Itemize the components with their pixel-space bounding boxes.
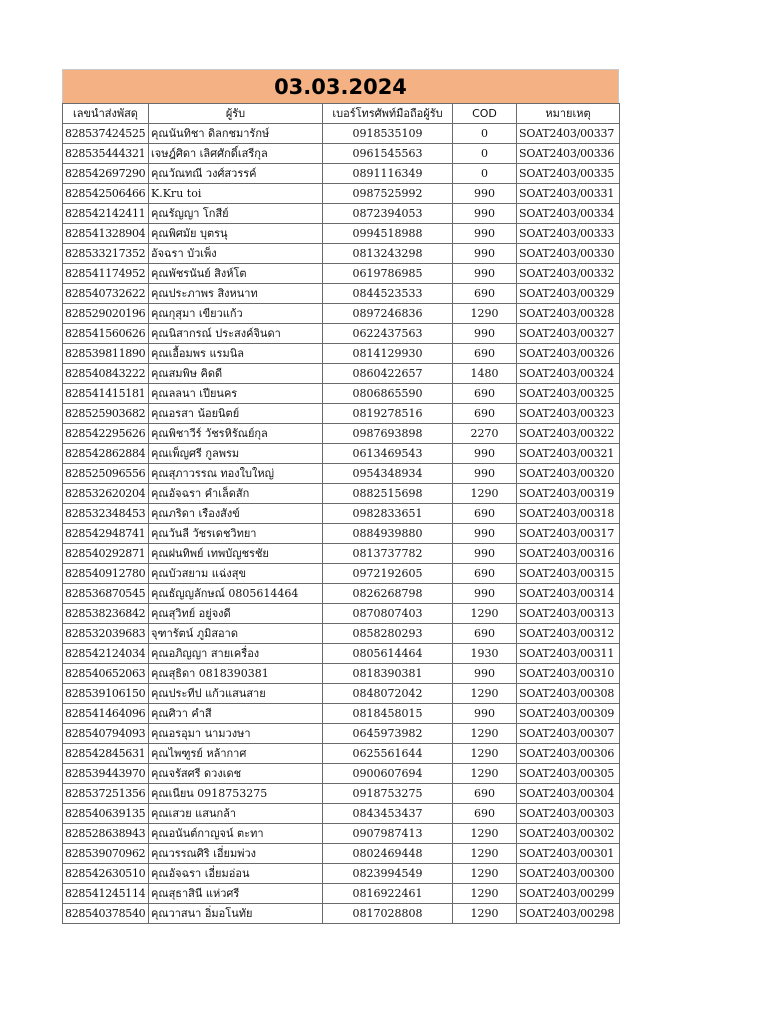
table-row [63,424,620,444]
cell-recipient-name: คุณพิชาวีร์ วัชรหิรัณย์กุล [149,424,323,444]
table-row [63,324,620,344]
cell-tracking-number: 828542506466 [63,184,149,204]
cell-cod-amount: 1290 [453,724,517,744]
cell-cod-amount: 1290 [453,764,517,784]
cell-tracking-number: 828542948741 [63,524,149,544]
cell-tracking-number: 828540292871 [63,544,149,564]
cell-recipient-name: คุณอภิญญา สายเครื่อง [149,644,323,664]
cell-recipient-name: คุณนันทิชา ดิลกชมารักษ์ [149,124,323,144]
cell-recipient-phone: 0882515698 [323,484,453,504]
table-row [63,564,620,584]
cell-recipient-phone: 0805614464 [323,644,453,664]
cell-cod-amount: 690 [453,624,517,644]
cell-remark: SOAT2403/00334 [517,204,620,224]
table-row [63,804,620,824]
table-row [63,484,620,504]
cell-cod-amount: 690 [453,404,517,424]
table-row [63,724,620,744]
cell-tracking-number: 828532039683 [63,624,149,644]
table-row [63,464,620,484]
table-row [63,264,620,284]
cell-recipient-name: คุณศิวา คำสี [149,704,323,724]
cell-cod-amount: 1480 [453,364,517,384]
cell-tracking-number: 828532348453 [63,504,149,524]
table-row [63,584,620,604]
cell-recipient-phone: 0844523533 [323,284,453,304]
cell-cod-amount: 690 [453,344,517,364]
table-row [63,244,620,264]
table-row [63,364,620,384]
cell-remark: SOAT2403/00316 [517,544,620,564]
cell-recipient-name: คุณพัชรนันย์ สิงห์โต [149,264,323,284]
cell-tracking-number: 828541174952 [63,264,149,284]
cell-tracking-number: 828540378540 [63,904,149,924]
cell-recipient-name: คุณสุธิดา 0818390381 [149,664,323,684]
cell-recipient-phone: 0897246836 [323,304,453,324]
cell-recipient-name: คุณวันลี วัชรเดชวิทยา [149,524,323,544]
table-row [63,224,620,244]
cell-recipient-phone: 0819278516 [323,404,453,424]
cell-recipient-name: K.Kru toi [149,184,323,204]
cell-recipient-phone: 0843453437 [323,804,453,824]
cell-recipient-phone: 0818390381 [323,664,453,684]
table-row [63,664,620,684]
cell-recipient-name: คุณกุสุมา เขียวแก้ว [149,304,323,324]
cell-remark: SOAT2403/00307 [517,724,620,744]
header-tracking-number: เลขนำส่งพัสดุ [63,104,149,124]
cell-cod-amount: 990 [453,444,517,464]
cell-tracking-number: 828540794093 [63,724,149,744]
table-row [63,404,620,424]
cell-remark: SOAT2403/00325 [517,384,620,404]
cell-recipient-name: คุณสุวิทย์ อยู่จงดี [149,604,323,624]
cell-remark: SOAT2403/00319 [517,484,620,504]
cell-remark: SOAT2403/00330 [517,244,620,264]
table-row [63,284,620,304]
table-row [63,544,620,564]
cell-recipient-phone: 0858280293 [323,624,453,644]
cell-remark: SOAT2403/00298 [517,904,620,924]
cell-tracking-number: 828525903682 [63,404,149,424]
table-row [63,704,620,724]
table-row [63,744,620,764]
header-recipient: ผู้รับ [149,104,323,124]
cell-tracking-number: 828541464096 [63,704,149,724]
table-body [63,124,620,924]
cell-recipient-phone: 0818458015 [323,704,453,724]
cell-tracking-number: 828536870545 [63,584,149,604]
cell-recipient-phone: 0982833651 [323,504,453,524]
cell-remark: SOAT2403/00321 [517,444,620,464]
cell-recipient-phone: 0907987413 [323,824,453,844]
cell-tracking-number: 828529020196 [63,304,149,324]
cell-tracking-number: 828535444321 [63,144,149,164]
cell-remark: SOAT2403/00332 [517,264,620,284]
cell-tracking-number: 828542295626 [63,424,149,444]
table-row [63,624,620,644]
cell-tracking-number: 828540732622 [63,284,149,304]
cell-remark: SOAT2403/00308 [517,684,620,704]
cell-remark: SOAT2403/00318 [517,504,620,524]
cell-remark: SOAT2403/00324 [517,364,620,384]
cell-recipient-phone: 0814129930 [323,344,453,364]
cell-remark: SOAT2403/00310 [517,664,620,684]
cell-cod-amount: 1290 [453,884,517,904]
cell-recipient-phone: 0987525992 [323,184,453,204]
cell-tracking-number: 828540912780 [63,564,149,584]
cell-cod-amount: 990 [453,204,517,224]
cell-cod-amount: 990 [453,224,517,244]
cell-recipient-phone: 0954348934 [323,464,453,484]
cell-recipient-name: คุณอรอุมา นามวงษา [149,724,323,744]
cell-remark: SOAT2403/00323 [517,404,620,424]
cell-remark: SOAT2403/00304 [517,784,620,804]
table-row [63,784,620,804]
cell-remark: SOAT2403/00314 [517,584,620,604]
cell-remark: SOAT2403/00335 [517,164,620,184]
table-row [63,864,620,884]
cell-recipient-name: คุณอรสา น้อยนิตย์ [149,404,323,424]
cell-cod-amount: 0 [453,144,517,164]
cell-recipient-name: คุณอัจฉรา เอี่ยมอ่อน [149,864,323,884]
table-row [63,904,620,924]
cell-recipient-name: คุณประภาพร สิงหนาท [149,284,323,304]
cell-tracking-number: 828542697290 [63,164,149,184]
cell-cod-amount: 1930 [453,644,517,664]
cell-recipient-phone: 0900607694 [323,764,453,784]
cell-recipient-name: คุณสุภาวรรณ ทองใบใหญ่ [149,464,323,484]
cell-recipient-phone: 0802469448 [323,844,453,864]
cell-remark: SOAT2403/00315 [517,564,620,584]
cell-tracking-number: 828539070962 [63,844,149,864]
cell-recipient-name: คุณสมพิษ คิดดี [149,364,323,384]
cell-recipient-name: คุณฝนทิพย์ เทพบัญชรชัย [149,544,323,564]
cell-cod-amount: 1290 [453,844,517,864]
cell-tracking-number: 828539811890 [63,344,149,364]
cell-remark: SOAT2403/00320 [517,464,620,484]
cell-tracking-number: 828541245114 [63,884,149,904]
cell-cod-amount: 0 [453,164,517,184]
cell-recipient-name: คุณวัณทณี วงศ์สวรรค์ [149,164,323,184]
cell-recipient-phone: 0806865590 [323,384,453,404]
cell-recipient-phone: 0645973982 [323,724,453,744]
cell-tracking-number: 828539106150 [63,684,149,704]
cell-recipient-name: คุณจรัสศรี ดวงเดช [149,764,323,784]
cell-tracking-number: 828525096556 [63,464,149,484]
cell-tracking-number: 828541328904 [63,224,149,244]
table-row [63,444,620,464]
shipment-table [62,103,620,924]
cell-recipient-name: คุณพิศมัย บุตรนุ [149,224,323,244]
table-row [63,204,620,224]
table-header [63,104,620,124]
cell-tracking-number: 828539443970 [63,764,149,784]
cell-recipient-name: คุณลลนา เปียนคร [149,384,323,404]
table-row [63,764,620,784]
cell-recipient-name: คุณบัวสยาม แฉ่งสุข [149,564,323,584]
cell-recipient-phone: 0622437563 [323,324,453,344]
cell-recipient-phone: 0848072042 [323,684,453,704]
cell-cod-amount: 990 [453,244,517,264]
cell-cod-amount: 1290 [453,684,517,704]
cell-recipient-name: คุณธัญญลักษณ์ 0805614464 [149,584,323,604]
cell-tracking-number: 828537251356 [63,784,149,804]
cell-recipient-name: คุณวาสนา อิ่มอโนทัย [149,904,323,924]
cell-cod-amount: 690 [453,284,517,304]
cell-remark: SOAT2403/00300 [517,864,620,884]
cell-tracking-number: 828541415181 [63,384,149,404]
cell-cod-amount: 690 [453,804,517,824]
table-row [63,184,620,204]
header-row [63,104,620,124]
cell-cod-amount: 990 [453,264,517,284]
table-row [63,524,620,544]
header-remark: หมายเหตุ [517,104,620,124]
cell-recipient-name: คุณรัญญา โกสีย์ [149,204,323,224]
cell-remark: SOAT2403/00303 [517,804,620,824]
table-row [63,304,620,324]
table-row [63,504,620,524]
cell-recipient-phone: 0961545563 [323,144,453,164]
cell-remark: SOAT2403/00322 [517,424,620,444]
cell-cod-amount: 1290 [453,484,517,504]
cell-cod-amount: 1290 [453,304,517,324]
cell-remark: SOAT2403/00313 [517,604,620,624]
cell-remark: SOAT2403/00299 [517,884,620,904]
cell-recipient-phone: 0972192605 [323,564,453,584]
sheet-date-title: 03.03.2024 [62,69,619,103]
table-row [63,384,620,404]
cell-recipient-phone: 0613469543 [323,444,453,464]
header-recipient-phone: เบอร์โทรศัพท์มือถือผู้รับ [323,104,453,124]
cell-recipient-name: อัจฉรา บัวเพ็ง [149,244,323,264]
cell-recipient-name: คุณประทีป แก้วแสนสาย [149,684,323,704]
cell-remark: SOAT2403/00331 [517,184,620,204]
cell-recipient-name: คุณไพฑูรย์ หล้ากาศ [149,744,323,764]
cell-remark: SOAT2403/00306 [517,744,620,764]
cell-cod-amount: 690 [453,504,517,524]
cell-recipient-name: จุฑารัตน์ ภูมิสอาด [149,624,323,644]
table-row [63,344,620,364]
cell-tracking-number: 828537424525 [63,124,149,144]
cell-cod-amount: 990 [453,544,517,564]
cell-recipient-phone: 0625561644 [323,744,453,764]
cell-remark: SOAT2403/00312 [517,624,620,644]
header-cod: COD [453,104,517,124]
cell-recipient-phone: 0987693898 [323,424,453,444]
cell-recipient-phone: 0872394053 [323,204,453,224]
cell-cod-amount: 990 [453,464,517,484]
cell-remark: SOAT2403/00301 [517,844,620,864]
cell-recipient-phone: 0817028808 [323,904,453,924]
cell-remark: SOAT2403/00302 [517,824,620,844]
cell-remark: SOAT2403/00311 [517,644,620,664]
cell-recipient-name: เจษฎ์ศิดา เลิศศักดิ์เสรีกุล [149,144,323,164]
cell-tracking-number: 828542124034 [63,644,149,664]
table-row [63,884,620,904]
cell-remark: SOAT2403/00327 [517,324,620,344]
cell-cod-amount: 990 [453,524,517,544]
cell-cod-amount: 2270 [453,424,517,444]
cell-remark: SOAT2403/00333 [517,224,620,244]
cell-recipient-name: คุณวรรณศิริ เอี่ยมพ่วง [149,844,323,864]
table-row [63,164,620,184]
cell-recipient-phone: 0918535109 [323,124,453,144]
cell-tracking-number: 828540652063 [63,664,149,684]
cell-tracking-number: 828540843222 [63,364,149,384]
cell-recipient-name: คุณเนียน 0918753275 [149,784,323,804]
cell-remark: SOAT2403/00326 [517,344,620,364]
cell-cod-amount: 690 [453,564,517,584]
cell-remark: SOAT2403/00305 [517,764,620,784]
cell-cod-amount: 990 [453,584,517,604]
cell-cod-amount: 0 [453,124,517,144]
cell-recipient-name: คุณอัจฉรา คำเล็ดสัก [149,484,323,504]
cell-cod-amount: 990 [453,704,517,724]
cell-recipient-phone: 0823994549 [323,864,453,884]
cell-recipient-phone: 0918753275 [323,784,453,804]
cell-cod-amount: 1290 [453,604,517,624]
cell-cod-amount: 1290 [453,744,517,764]
cell-recipient-phone: 0813243298 [323,244,453,264]
cell-remark: SOAT2403/00337 [517,124,620,144]
table-row [63,644,620,664]
cell-recipient-name: คุณเสวย แสนกล้า [149,804,323,824]
cell-recipient-phone: 0816922461 [323,884,453,904]
cell-recipient-phone: 0870807403 [323,604,453,624]
table-row [63,684,620,704]
cell-recipient-phone: 0884939880 [323,524,453,544]
cell-recipient-phone: 0813737782 [323,544,453,564]
cell-cod-amount: 1290 [453,864,517,884]
cell-cod-amount: 1290 [453,824,517,844]
cell-remark: SOAT2403/00329 [517,284,620,304]
shipment-sheet [62,69,619,924]
cell-cod-amount: 990 [453,184,517,204]
cell-cod-amount: 1290 [453,904,517,924]
cell-recipient-name: คุณภริดา เรืองสังข์ [149,504,323,524]
cell-recipient-phone: 0860422657 [323,364,453,384]
cell-recipient-name: คุณสุธาสินี แห่วศรี [149,884,323,904]
cell-recipient-name: คุณเอื้อมพร แรมนิล [149,344,323,364]
table-row [63,604,620,624]
cell-remark: SOAT2403/00328 [517,304,620,324]
cell-recipient-name: คุณเพ็ญศรี กูลพรม [149,444,323,464]
cell-remark: SOAT2403/00309 [517,704,620,724]
cell-remark: SOAT2403/00336 [517,144,620,164]
cell-recipient-name: คุณอนันต์กาญจน์ ตะทา [149,824,323,844]
cell-tracking-number: 828542142411 [63,204,149,224]
table-row [63,844,620,864]
cell-recipient-phone: 0619786985 [323,264,453,284]
cell-recipient-phone: 0994518988 [323,224,453,244]
cell-tracking-number: 828532620204 [63,484,149,504]
cell-tracking-number: 828542630510 [63,864,149,884]
cell-tracking-number: 828542845631 [63,744,149,764]
cell-cod-amount: 690 [453,384,517,404]
cell-tracking-number: 828541560626 [63,324,149,344]
cell-cod-amount: 990 [453,664,517,684]
cell-tracking-number: 828540639135 [63,804,149,824]
cell-recipient-phone: 0891116349 [323,164,453,184]
cell-cod-amount: 990 [453,324,517,344]
cell-recipient-phone: 0826268798 [323,584,453,604]
cell-tracking-number: 828528638943 [63,824,149,844]
cell-recipient-name: คุณนิสากรณ์ ประสงค์จินดา [149,324,323,344]
cell-tracking-number: 828533217352 [63,244,149,264]
table-row [63,144,620,164]
cell-cod-amount: 690 [453,784,517,804]
cell-tracking-number: 828538236842 [63,604,149,624]
cell-tracking-number: 828542862884 [63,444,149,464]
cell-remark: SOAT2403/00317 [517,524,620,544]
table-row [63,124,620,144]
table-row [63,824,620,844]
